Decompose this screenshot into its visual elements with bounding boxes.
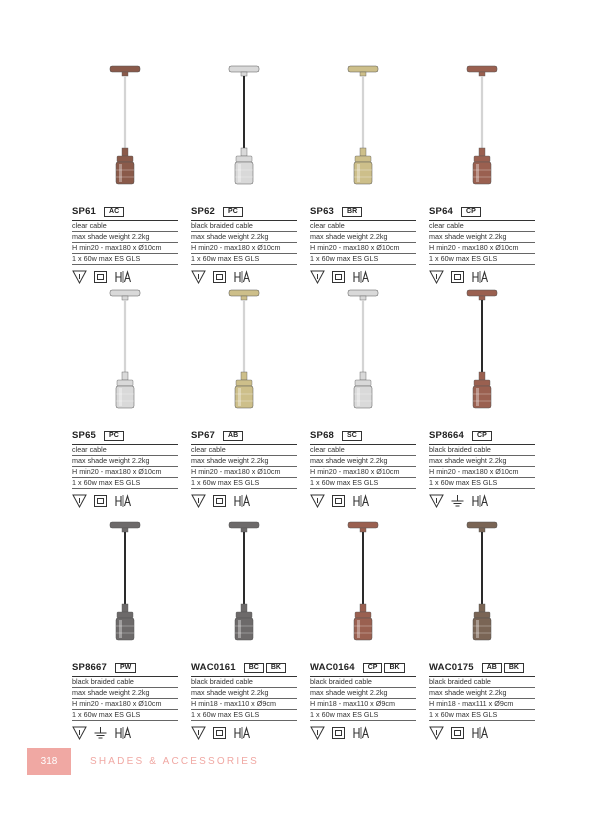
spec-line: 1 x 60w max ES GLS xyxy=(310,478,416,489)
product-code: SP68 xyxy=(310,430,335,441)
class-ii-icon xyxy=(191,494,206,508)
ceiling-rose xyxy=(229,522,259,528)
spec-line: 1 x 60w max ES GLS xyxy=(429,478,535,489)
product-header xyxy=(310,660,416,677)
pendant-illustration xyxy=(429,284,535,428)
spec-line: 1 x 60w max ES GLS xyxy=(72,478,178,489)
ha-icon xyxy=(233,270,251,284)
ceiling-rose xyxy=(467,522,497,528)
product-image xyxy=(191,516,297,660)
lamp-holder xyxy=(473,386,491,408)
spec-line: H min20 - max180 x Ø10cm xyxy=(310,467,416,478)
finish-badge: AB xyxy=(223,431,243,441)
spec-line: clear cable xyxy=(72,445,178,456)
finish-badge: BK xyxy=(266,663,286,673)
double-insulated-icon xyxy=(331,270,346,284)
lamp-holder xyxy=(116,618,134,640)
product-card xyxy=(72,516,178,746)
product-header xyxy=(429,428,535,445)
certification-icons xyxy=(72,726,178,740)
double-insulated-icon xyxy=(212,494,227,508)
spec-line: H min20 - max180 x Ø10cm xyxy=(72,699,178,710)
double-insulated-icon xyxy=(93,494,108,508)
ha-icon xyxy=(114,270,132,284)
class-ii-icon xyxy=(191,270,206,284)
finish-badge: PC xyxy=(104,431,124,441)
product-code: SP63 xyxy=(310,206,335,217)
spec-line: H min20 - max180 x Ø10cm xyxy=(429,243,535,254)
earth-icon xyxy=(93,726,108,740)
spec-line: max shade weight 2.2kg xyxy=(429,232,535,243)
spec-line: max shade weight 2.2kg xyxy=(191,232,297,243)
product-card xyxy=(72,284,178,516)
spec-line: clear cable xyxy=(310,445,416,456)
cord-grip xyxy=(360,148,366,156)
product-header xyxy=(72,204,178,221)
lamp-holder xyxy=(116,162,134,184)
class-ii-icon xyxy=(310,726,325,740)
cord-grip xyxy=(360,604,366,612)
ceiling-rose xyxy=(467,66,497,72)
pendant-illustration xyxy=(310,284,416,428)
lamp-holder xyxy=(354,618,372,640)
pendant-illustration xyxy=(191,60,297,204)
finish-badge: CP xyxy=(472,431,492,441)
product-card xyxy=(191,516,297,746)
ha-icon xyxy=(352,726,370,740)
spec-line: H min18 - max110 x Ø9cm xyxy=(191,699,297,710)
spec-line: H min20 - max180 x Ø10cm xyxy=(72,243,178,254)
cord-grip xyxy=(241,372,247,380)
finish-badge: SC xyxy=(342,431,362,441)
section-title: SHADES & ACCESSORIES xyxy=(90,756,260,767)
spec-line: H min20 - max180 x Ø10cm xyxy=(72,467,178,478)
cord-grip xyxy=(241,148,247,156)
lamp-holder xyxy=(354,162,372,184)
product-header xyxy=(191,428,297,445)
ceiling-rose xyxy=(348,290,378,296)
spec-line: black braided cable xyxy=(191,221,297,232)
pendant-illustration xyxy=(191,284,297,428)
certification-icons xyxy=(191,494,297,508)
ceiling-rose xyxy=(110,290,140,296)
spec-line: H min20 - max180 x Ø10cm xyxy=(191,467,297,478)
class-ii-icon xyxy=(72,726,87,740)
product-image xyxy=(429,284,535,428)
spec-line: max shade weight 2.2kg xyxy=(429,456,535,467)
ceiling-rose xyxy=(110,522,140,528)
cord-grip xyxy=(122,148,128,156)
product-header xyxy=(429,660,535,677)
spec-line: 1 x 60w max ES GLS xyxy=(429,710,535,721)
ceiling-rose xyxy=(348,66,378,72)
class-ii-icon xyxy=(191,726,206,740)
certification-icons xyxy=(429,494,535,508)
product-code: SP61 xyxy=(72,206,97,217)
certification-icons xyxy=(310,494,416,508)
class-ii-icon xyxy=(72,270,87,284)
product-header xyxy=(72,428,178,445)
double-insulated-icon xyxy=(450,726,465,740)
spec-line: H min20 - max180 x Ø10cm xyxy=(191,243,297,254)
spec-line: clear cable xyxy=(72,221,178,232)
spec-line: black braided cable xyxy=(429,445,535,456)
spec-line: black braided cable xyxy=(191,677,297,688)
product-code: SP67 xyxy=(191,430,216,441)
product-image xyxy=(191,284,297,428)
finish-badge: AC xyxy=(104,207,124,217)
double-insulated-icon xyxy=(331,726,346,740)
double-insulated-icon xyxy=(212,726,227,740)
lamp-holder xyxy=(235,386,253,408)
ceiling-rose xyxy=(110,66,140,72)
product-card xyxy=(429,284,535,516)
spec-line: max shade weight 2.2kg xyxy=(191,456,297,467)
product-header xyxy=(310,428,416,445)
pendant-illustration xyxy=(72,516,178,660)
product-card xyxy=(429,516,535,746)
double-insulated-icon xyxy=(331,494,346,508)
lamp-holder xyxy=(473,618,491,640)
finish-badge: PC xyxy=(223,207,243,217)
double-insulated-icon xyxy=(450,270,465,284)
spec-line: 1 x 60w max ES GLS xyxy=(72,254,178,265)
finish-badge: AB xyxy=(482,663,502,673)
ha-icon xyxy=(233,494,251,508)
spec-line: max shade weight 2.2kg xyxy=(72,456,178,467)
product-image xyxy=(310,284,416,428)
finish-badge: PW xyxy=(115,663,136,673)
lamp-holder xyxy=(235,162,253,184)
ha-icon xyxy=(471,726,489,740)
product-image xyxy=(72,516,178,660)
ha-icon xyxy=(114,726,132,740)
class-ii-icon xyxy=(429,494,444,508)
cord-grip xyxy=(360,372,366,380)
product-image xyxy=(72,284,178,428)
pendant-illustration xyxy=(310,60,416,204)
product-header xyxy=(191,204,297,221)
ha-icon xyxy=(471,270,489,284)
spec-line: H min20 - max180 x Ø10cm xyxy=(429,467,535,478)
product-header xyxy=(72,660,178,677)
product-image xyxy=(429,516,535,660)
double-insulated-icon xyxy=(212,270,227,284)
class-ii-icon xyxy=(429,270,444,284)
product-code: SP64 xyxy=(429,206,454,217)
certification-icons xyxy=(72,270,178,284)
certification-icons xyxy=(72,494,178,508)
product-card xyxy=(191,60,297,284)
product-card xyxy=(310,516,416,746)
cord-grip xyxy=(479,604,485,612)
product-code: WAC0164 xyxy=(310,662,355,673)
product-header xyxy=(310,204,416,221)
cord-grip xyxy=(122,372,128,380)
product-card xyxy=(429,60,535,284)
spec-line: black braided cable xyxy=(310,677,416,688)
spec-line: 1 x 60w max ES GLS xyxy=(72,710,178,721)
class-ii-icon xyxy=(72,494,87,508)
pendant-illustration xyxy=(72,60,178,204)
product-card xyxy=(191,284,297,516)
product-card xyxy=(310,60,416,284)
ceiling-rose xyxy=(229,66,259,72)
ha-icon xyxy=(114,494,132,508)
finish-badge: BC xyxy=(244,663,264,673)
spec-line: max shade weight 2.2kg xyxy=(429,688,535,699)
spec-line: H min20 - max180 x Ø10cm xyxy=(310,243,416,254)
spec-line: 1 x 60w max ES GLS xyxy=(310,254,416,265)
finish-badge: CP xyxy=(363,663,383,673)
spec-line: black braided cable xyxy=(429,677,535,688)
product-image xyxy=(72,60,178,204)
ha-icon xyxy=(233,726,251,740)
cord-grip xyxy=(122,604,128,612)
spec-line: H min18 - max111 x Ø9cm xyxy=(429,699,535,710)
page-number: 318 xyxy=(27,748,71,775)
product-code: SP62 xyxy=(191,206,216,217)
certification-icons xyxy=(191,726,297,740)
product-image xyxy=(310,516,416,660)
spec-line: max shade weight 2.2kg xyxy=(310,232,416,243)
cord-grip xyxy=(479,372,485,380)
product-header xyxy=(191,660,297,677)
product-image xyxy=(191,60,297,204)
product-code: WAC0161 xyxy=(191,662,236,673)
pendant-illustration xyxy=(72,284,178,428)
finish-badge: BK xyxy=(384,663,404,673)
ceiling-rose xyxy=(229,290,259,296)
spec-line: 1 x 60w max ES GLS xyxy=(429,254,535,265)
pendant-illustration xyxy=(429,516,535,660)
product-code: WAC0175 xyxy=(429,662,474,673)
finish-badge: CP xyxy=(461,207,481,217)
product-image xyxy=(310,60,416,204)
product-code: SP65 xyxy=(72,430,97,441)
certification-icons xyxy=(310,726,416,740)
product-code: SP8667 xyxy=(72,662,108,673)
spec-line: black braided cable xyxy=(72,677,178,688)
product-header xyxy=(429,204,535,221)
spec-line: max shade weight 2.2kg xyxy=(310,688,416,699)
product-code: SP8664 xyxy=(429,430,465,441)
class-ii-icon xyxy=(429,726,444,740)
certification-icons xyxy=(191,270,297,284)
spec-line: 1 x 60w max ES GLS xyxy=(191,710,297,721)
certification-icons xyxy=(429,726,535,740)
lamp-holder xyxy=(354,386,372,408)
double-insulated-icon xyxy=(93,270,108,284)
ha-icon xyxy=(471,494,489,508)
spec-line: max shade weight 2.2kg xyxy=(191,688,297,699)
certification-icons xyxy=(429,270,535,284)
spec-line: clear cable xyxy=(429,221,535,232)
ha-icon xyxy=(352,270,370,284)
spec-line: max shade weight 2.2kg xyxy=(72,688,178,699)
spec-line: 1 x 60w max ES GLS xyxy=(191,478,297,489)
lamp-holder xyxy=(235,618,253,640)
product-image xyxy=(429,60,535,204)
cord-grip xyxy=(241,604,247,612)
ceiling-rose xyxy=(467,290,497,296)
spec-line: clear cable xyxy=(310,221,416,232)
lamp-holder xyxy=(116,386,134,408)
spec-line: 1 x 60w max ES GLS xyxy=(310,710,416,721)
finish-badge: BK xyxy=(504,663,524,673)
pendant-illustration xyxy=(191,516,297,660)
spec-line: clear cable xyxy=(191,445,297,456)
pendant-illustration xyxy=(429,60,535,204)
class-ii-icon xyxy=(310,270,325,284)
finish-badge: BR xyxy=(342,207,362,217)
lamp-holder xyxy=(473,162,491,184)
earth-icon xyxy=(450,494,465,508)
cord-grip xyxy=(479,148,485,156)
product-card xyxy=(72,60,178,284)
pendant-illustration xyxy=(310,516,416,660)
ceiling-rose xyxy=(348,522,378,528)
class-ii-icon xyxy=(310,494,325,508)
spec-line: 1 x 60w max ES GLS xyxy=(191,254,297,265)
spec-line: H min18 - max110 x Ø9cm xyxy=(310,699,416,710)
spec-line: max shade weight 2.2kg xyxy=(310,456,416,467)
spec-line: max shade weight 2.2kg xyxy=(72,232,178,243)
product-card xyxy=(310,284,416,516)
product-grid xyxy=(72,60,535,746)
ha-icon xyxy=(352,494,370,508)
certification-icons xyxy=(310,270,416,284)
